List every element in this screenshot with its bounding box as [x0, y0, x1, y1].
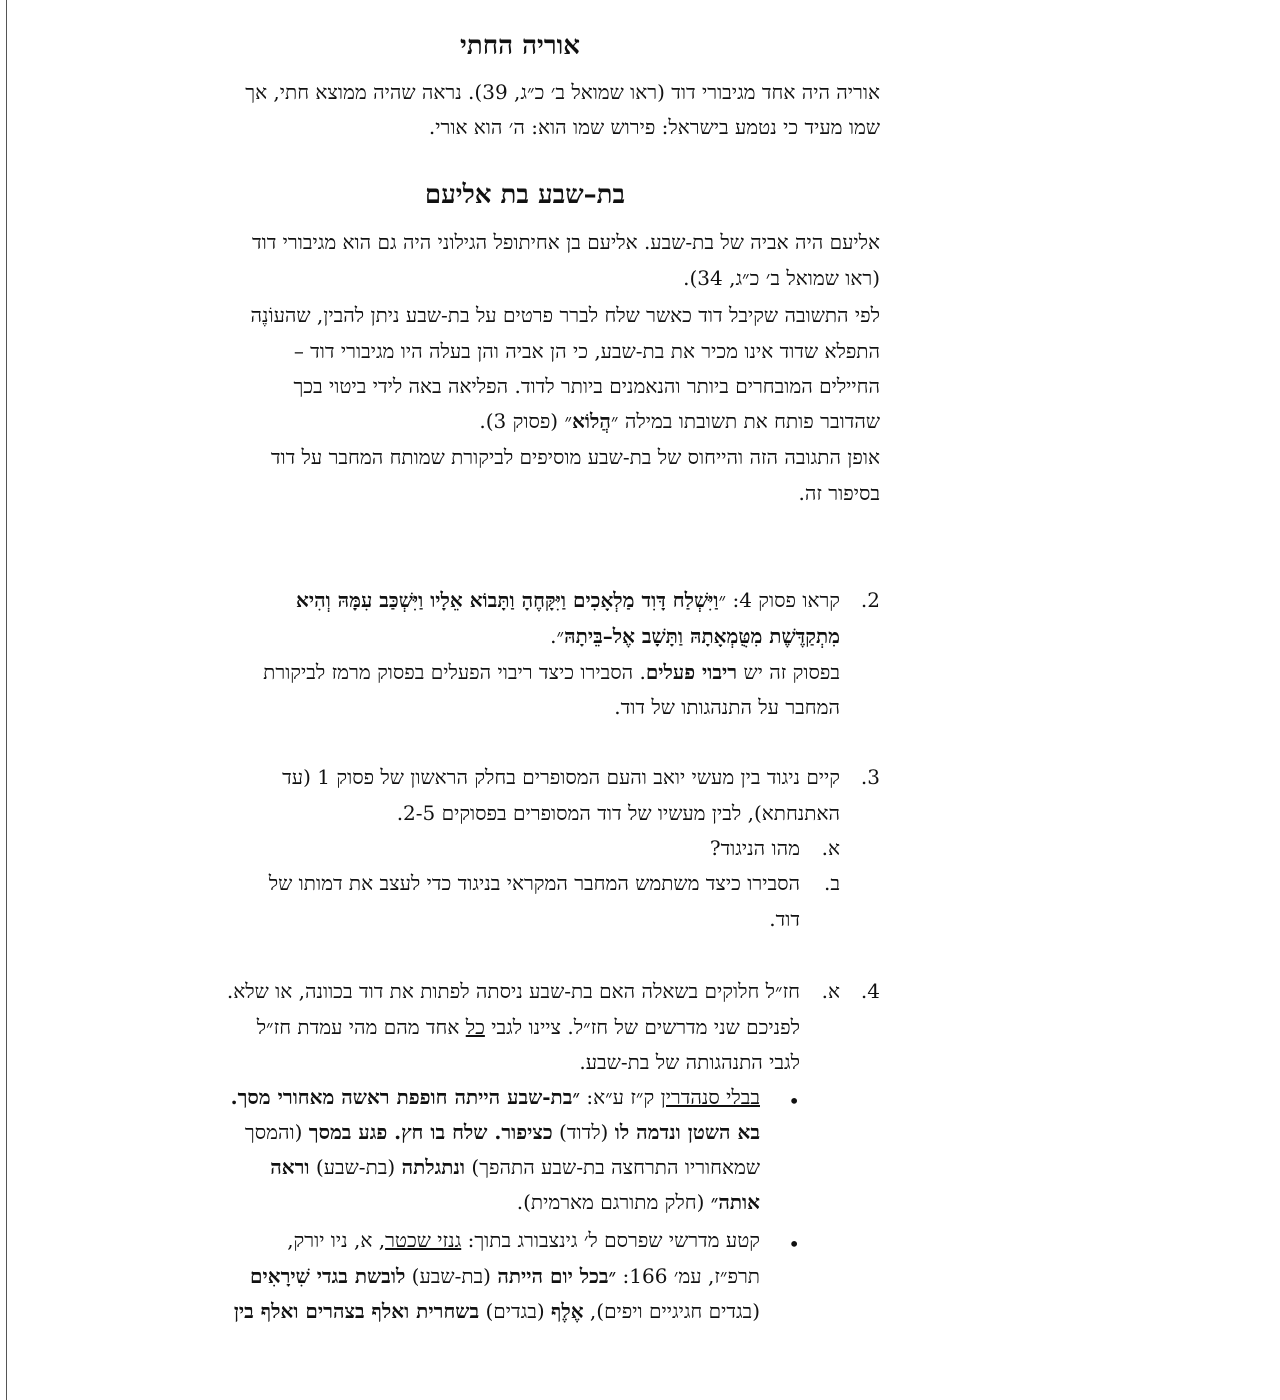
bullet-2-line-1	[287, 1230, 760, 1250]
q4-line-1: חז״ל חלוקים בשאלה האם בת-שבע ניסתה לפתות את דוד בכוונה, או שלא.	[226, 979, 800, 1003]
q4-letter-a: א.	[821, 979, 840, 1003]
q3-b-line-1: הסבירו כיצד משתמש המחבר המקראי בניגוד כדי לעצב את דמותו של	[268, 871, 800, 895]
bathsheba-line-7: אופן התגובה הזה והייחוס של בת-שבע מוסיפים לביקורת שמותח המחבר על דוד	[270, 445, 880, 469]
uriah-line-2: שמו מעיד כי נטמע בישראל: פירוש שמו הוא: ה׳ הוא אורי.	[428, 115, 880, 139]
b1-ref: ק״ז ע״א:	[579, 1085, 661, 1109]
bathsheba-line-8: בסיפור זה.	[798, 481, 880, 505]
b2-l1-after: , א, ניו יורק,	[287, 1228, 386, 1252]
q4-l2-after: אחד מהם מהי עמדת חז״ל	[256, 1015, 466, 1039]
q2-intro: קראו פסוק 4: ״	[718, 588, 840, 612]
q2-l3-after: . הסבירו כיצד ריבוי הפעלים בפסוק מרמז לביקורת	[263, 660, 646, 684]
b1-l4-after: (חלק מתורגם מארמית).	[516, 1190, 711, 1214]
bullet-2: •	[788, 1232, 800, 1256]
quote-before: שהדובר פותח את תשובתו במילה ״	[610, 409, 880, 433]
b2-l2-bold2: לובשת בגדי שִׁירָאִים	[250, 1264, 406, 1288]
b2-l1-before: קטע מדרשי שפרסם ל׳ גינצבורג בתוך:	[461, 1228, 760, 1252]
b1-l2-bold2: כציפור. שלח בו חץ. פגע במסך	[308, 1120, 553, 1144]
b2-l1-underlined: גנזי שכטר	[385, 1228, 462, 1252]
q3-letter-b: ב.	[824, 871, 840, 895]
question-4-number: .4	[860, 979, 880, 1003]
q3-b-line-2: דוד.	[769, 907, 800, 931]
b2-l2-before: תרפ״ז, עמ׳ 166:	[616, 1264, 760, 1288]
b2-l3-bold2: בשחרית ואלף בצהרים ואלף בין	[233, 1299, 480, 1323]
question-2-number: .2	[860, 588, 880, 612]
q4-line-2	[257, 1017, 800, 1037]
bathsheba-line-4: התפלא שדוד אינו מכיר את בת-שבע, כי הן אביה והן בעלה היו מגיבורי דוד –	[293, 339, 880, 363]
b2-l2-bold: ״בכל יום הייתה	[497, 1264, 617, 1288]
b2-l3-b: (בגדים)	[479, 1299, 551, 1323]
b1-source-underlined: בבלי סנהדרין	[660, 1085, 760, 1109]
bullet-2-line-3	[234, 1301, 760, 1321]
bathsheba-line-6	[479, 411, 880, 431]
b1-l3-bold2: וראה	[270, 1155, 310, 1179]
section-title-bathsheba: בת–שבע בת אליעם	[424, 180, 625, 210]
q2-l3-bold: ריבוי פעלים	[645, 660, 738, 684]
bullet-1-line-4	[517, 1192, 760, 1212]
b1-l3-bold: ונתגלתה	[401, 1155, 466, 1179]
b1-l4-bold: אותה״	[710, 1190, 760, 1214]
b1-l2-mid: (לדוד)	[552, 1120, 615, 1144]
b1-l2-bold: בא השטן ונדמה לו	[614, 1120, 760, 1144]
q2-line-3	[263, 662, 840, 682]
bullet-2-line-2	[250, 1266, 760, 1286]
b1-l3-a: שמאחוריו התרחצה בת-שבע התהפך)	[465, 1155, 760, 1179]
q3-line-2: האתנחתא), לבין מעשיו של דוד המסופרים בפסוקים 2-5.	[396, 801, 840, 825]
q2-verse-end: ״.	[550, 624, 565, 648]
q2-line-2	[550, 626, 840, 646]
b2-l3-a: (בגדים חגיגיים ויפים),	[583, 1299, 760, 1323]
q2-verse-part-2: מִתְקַדֶּשֶׁת מִטֻּמְאָתָהּ וַתָּשָׁב אֶל–בֵּיתָהּ	[564, 624, 840, 648]
q3-a-text: מהו הניגוד?	[709, 836, 800, 860]
uriah-line-1: אוריה היה אחד מגיבורי דוד (ראו שמואל ב׳ כ״ג, 39). נראה שהיה ממוצא חתי, אך	[245, 80, 880, 104]
bullet-1-line-2	[245, 1122, 760, 1142]
q2-verse-part-1: וַיִּשְׁלַח דָּוִד מַלְאָכִים וַיִּקָּחֶהָ וַתָּבוֹא אֵלָיו וַיִּשְׁכַּב עִמָּהּ וְהִיא	[295, 588, 719, 612]
q2-l3-before: בפסוק זה יש	[737, 660, 840, 684]
q2-line-1	[296, 590, 840, 610]
q3-line-1: קיים ניגוד בין מעשי יואב והעם המסופרים בחלק הראשון של פסוק 1 (עד	[282, 765, 840, 789]
question-3-number: .3	[860, 765, 880, 789]
b1-l3-b: (בת-שבע)	[309, 1155, 402, 1179]
bullet-1-line-1	[231, 1087, 760, 1107]
bathsheba-line-2: (ראו שמואל ב׳ כ״ג, 34).	[683, 266, 880, 290]
section-title-uriah: אוריה החתי	[460, 31, 580, 61]
b2-l2-mid: (בת-שבע)	[405, 1264, 498, 1288]
quote-after: ״ (פסוק 3).	[479, 409, 573, 433]
bullet-1: •	[788, 1089, 800, 1113]
b2-l3-bold: אֶלֶף	[551, 1299, 584, 1323]
q2-line-4: המחבר על התנהגותו של דוד.	[614, 695, 840, 719]
bathsheba-line-3: לפי התשובה שקיבל דוד כאשר שלח לברר פרטים על בת-שבע ניתן להבין, שהעוֹנֶה	[250, 303, 880, 327]
quote-word: הֲלוֹא	[572, 409, 611, 433]
bathsheba-line-1: אליעם היה אביה של בת-שבע. אליעם בן אחיתופל הגילוני היה גם הוא מגיבורי דוד	[251, 230, 880, 254]
q4-line-3: לגבי התנהגותה של בת-שבע.	[579, 1050, 800, 1074]
q4-l2-before: לפניכם שני מדרשים של חז״ל. ציינו לגבי	[484, 1015, 800, 1039]
b1-l2-end: (והמסך	[244, 1120, 309, 1144]
q3-letter-a: א.	[821, 836, 840, 860]
q4-l2-underlined: כל	[465, 1015, 485, 1039]
bathsheba-line-5: החיילים המובחרים ביותר והנאמנים ביותר לדוד. הפליאה באה לידי ביטוי בכך	[293, 374, 880, 398]
bullet-1-line-3	[270, 1157, 760, 1177]
b1-bold-1: ״בת-שבע הייתה חופפת ראשה מאחורי מסך.	[230, 1085, 580, 1109]
